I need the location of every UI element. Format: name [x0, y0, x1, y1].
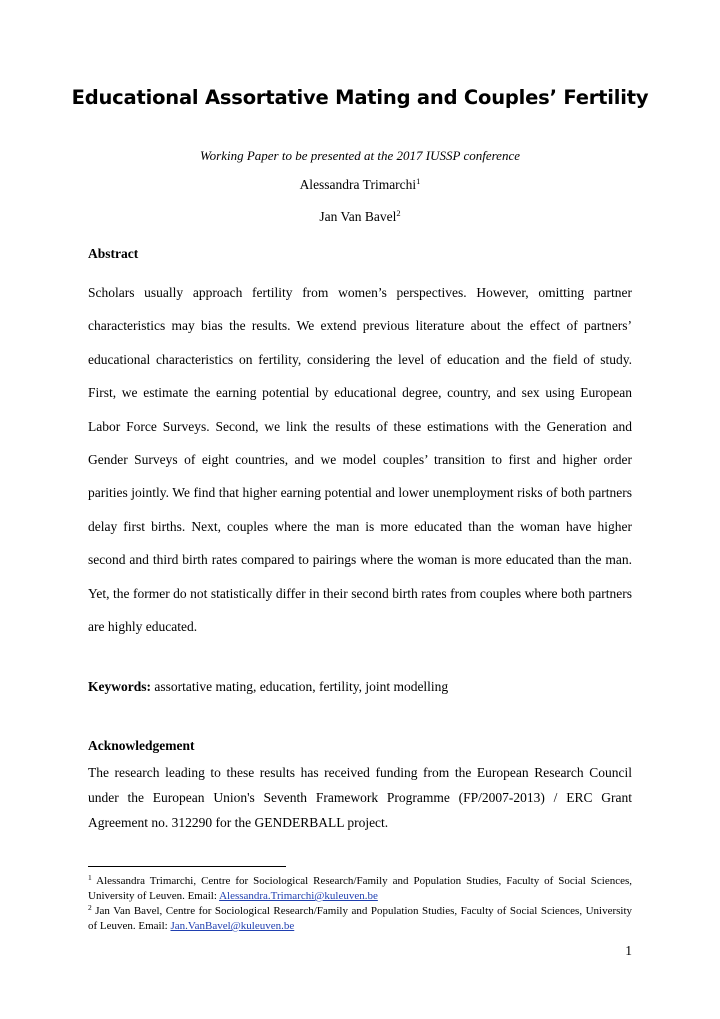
footnotes	[88, 874, 632, 934]
keywords-line	[88, 679, 448, 695]
abstract-heading: Abstract	[88, 246, 139, 261]
footnote-separator	[88, 866, 286, 867]
author-1-name: Alessandra Trimarchi	[299, 177, 417, 192]
author-2-name: Jan Van Bavel	[319, 209, 397, 224]
footnote-1	[88, 874, 632, 904]
footnote-2-mark: 2	[88, 903, 92, 912]
paper-subtitle: Working Paper to be presented at the 2017 IUSSP conference	[200, 148, 520, 163]
acknowledgement-heading: Acknowledgement	[88, 738, 195, 753]
footnote-2	[88, 904, 632, 934]
keywords-label: Keywords:	[88, 679, 151, 694]
author-2	[0, 209, 720, 225]
footnote-2-text: Jan Van Bavel, Centre for Sociological Research/Family and Population Studies, Faculty of Social Sciences, University of Leuven. Email:	[88, 905, 633, 932]
paper-title: Educational Assortative Mating and Couples’ Fertility	[71, 86, 649, 109]
abstract-text: Scholars usually approach fertility from women’s perspectives. However, omitting partner characteristics may bias the results. We extend previous literature about the effect of partners’ educational characteristics on fertility, considering the level of education and the field of study. First, we estimate the earning potential by educational degree, country, and sex using European Labor Force Surveys. Second, we link the results of these estimations with the Generation and Gender Surveys of eight countries, and we model couples’ transition to first and higher order parities jointly. We find that higher earning potential and lower unemployment risks of both partners delay first births. Next, couples where the man is more educated than the woman have higher second and third birth rates compared to pairings where the woman is more educated than the man. Yet, the former do not statistically differ in their second birth rates from couples where both partners are highly educated.	[88, 285, 632, 635]
acknowledgement-text: The research leading to these results has received funding from the European Research Council under the European Union's Seventh Framework Programme (FP/2007-2013) / ERC Grant Agreement no. 312290 for the GENDERBALL project.	[88, 765, 632, 830]
keywords-text: assortative mating, education, fertility, joint modelling	[154, 679, 449, 694]
page-number: 1	[625, 943, 632, 958]
footnote-1-text: Alessandra Trimarchi, Centre for Sociological Research/Family and Population Studies, Faculty of Social Sciences, University of Leuven. Email:	[88, 875, 633, 902]
author-1-footnote-mark[interactable]: 1	[416, 176, 421, 186]
footnote-1-mark: 1	[88, 873, 92, 882]
author-2-footnote-mark[interactable]: 2	[396, 208, 401, 218]
footnote-2-email-link[interactable]: Jan.VanBavel@kuleuven.be	[170, 920, 295, 932]
author-1	[0, 177, 720, 193]
footnote-1-email-link[interactable]: Alessandra.Trimarchi@kuleuven.be	[219, 890, 378, 902]
